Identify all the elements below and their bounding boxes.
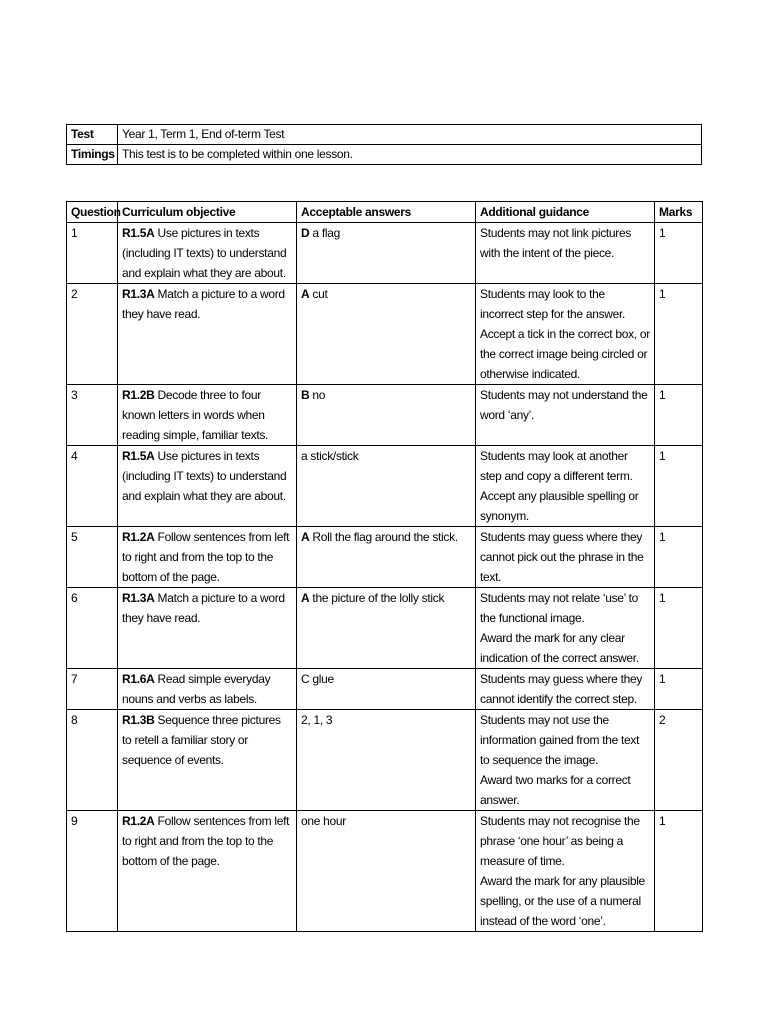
guidance-text: Students may not recognise the phrase ‘one hour’ as being a measure of time. <box>480 814 640 868</box>
header-marks: Marks <box>655 202 703 223</box>
question-number: 9 <box>67 811 118 932</box>
objective-code: R1.5A <box>122 226 155 240</box>
question-number: 8 <box>67 710 118 811</box>
answer-text: Roll the flag around the stick. <box>309 530 458 544</box>
guidance-text: Award two marks for a correct answer. <box>480 773 631 807</box>
question-number: 2 <box>67 284 118 385</box>
additional-guidance-cell <box>476 446 655 527</box>
answer-text: a stick/stick <box>301 449 359 463</box>
header-curriculum-objective: Curriculum objective <box>118 202 297 223</box>
answer-text: 2, 1, 3 <box>301 713 333 727</box>
answer-text: no <box>309 388 326 402</box>
objective-text: Use pictures in texts (including IT texts) to understand and explain what they are about. <box>122 449 287 503</box>
marks-value: 1 <box>655 284 703 385</box>
acceptable-answer-cell <box>297 385 476 446</box>
acceptable-answer-cell <box>297 669 476 710</box>
marks-value: 1 <box>655 527 703 588</box>
guidance-text: Students may guess where they cannot pick out the phrase in the text. <box>480 530 644 584</box>
curriculum-objective-cell <box>118 588 297 669</box>
test-label: Test <box>67 125 118 145</box>
mark-scheme-table <box>66 201 703 932</box>
objective-code: R1.3A <box>122 287 155 301</box>
guidance-text: Students may guess where they cannot identify the correct step. <box>480 672 643 706</box>
curriculum-objective-cell <box>118 811 297 932</box>
marks-value: 1 <box>655 446 703 527</box>
curriculum-objective-cell <box>118 284 297 385</box>
answer-text: C glue <box>301 672 334 686</box>
answer-text: the picture of the lolly stick <box>309 591 445 605</box>
timings-row <box>67 145 702 165</box>
header-acceptable-answers: Acceptable answers <box>297 202 476 223</box>
objective-code: R1.2A <box>122 814 155 828</box>
table-row <box>67 669 703 710</box>
table-row <box>67 588 703 669</box>
additional-guidance-cell <box>476 284 655 385</box>
answer-text: a flag <box>309 226 340 240</box>
additional-guidance-cell <box>476 669 655 710</box>
question-number: 6 <box>67 588 118 669</box>
marks-value: 1 <box>655 385 703 446</box>
curriculum-objective-cell <box>118 669 297 710</box>
acceptable-answer-cell <box>297 223 476 284</box>
test-info-table <box>66 124 702 165</box>
header-question: Question <box>67 202 118 223</box>
timings-value: This test is to be completed within one lesson. <box>118 145 702 165</box>
answer-letter: D <box>301 226 310 240</box>
objective-text: Follow sentences from left to right and from the top to the bottom of the page. <box>122 814 290 868</box>
guidance-text: Students may not link pictures with the intent of the piece. <box>480 226 632 260</box>
curriculum-objective-cell <box>118 710 297 811</box>
objective-text: Use pictures in texts (including IT texts) to understand and explain what they are about. <box>122 226 287 280</box>
answer-text: one hour <box>301 814 346 828</box>
table-row <box>67 446 703 527</box>
objective-code: R1.5A <box>122 449 155 463</box>
guidance-text: Students may look at another step and copy a different term. <box>480 449 633 483</box>
table-row <box>67 284 703 385</box>
additional-guidance-cell <box>476 385 655 446</box>
question-number: 3 <box>67 385 118 446</box>
guidance-text: Accept any plausible spelling or synonym. <box>480 489 639 523</box>
objective-text: Sequence three pictures to retell a familiar story or sequence of events. <box>122 713 281 767</box>
objective-code: R1.3A <box>122 591 155 605</box>
table-header-row <box>67 202 703 223</box>
guidance-text: Award the mark for any clear indication of the correct answer. <box>480 631 639 665</box>
test-row <box>67 125 702 145</box>
acceptable-answer-cell <box>297 710 476 811</box>
guidance-text: Students may not use the information gained from the text to sequence the image. <box>480 713 640 767</box>
answer-text: cut <box>309 287 328 301</box>
question-number: 1 <box>67 223 118 284</box>
curriculum-objective-cell <box>118 527 297 588</box>
guidance-text: Students may look to the incorrect step for the answer. <box>480 287 626 321</box>
objective-code: R1.2A <box>122 530 155 544</box>
marks-value: 1 <box>655 588 703 669</box>
answer-letter: A <box>301 530 310 544</box>
answer-letter: A <box>301 591 310 605</box>
table-row <box>67 527 703 588</box>
acceptable-answer-cell <box>297 284 476 385</box>
objective-code: R1.6A <box>122 672 155 686</box>
acceptable-answer-cell <box>297 446 476 527</box>
objective-text: Match a picture to a word they have read. <box>122 591 285 625</box>
objective-text: Match a picture to a word they have read. <box>122 287 285 321</box>
additional-guidance-cell <box>476 588 655 669</box>
guidance-text: Students may not understand the word ‘any’. <box>480 388 648 422</box>
objective-code: R1.3B <box>122 713 155 727</box>
guidance-text: Accept a tick in the correct box, or the correct image being circled or otherwise indicated. <box>480 327 650 381</box>
objective-text: Read simple everyday nouns and verbs as labels. <box>122 672 271 706</box>
acceptable-answer-cell <box>297 811 476 932</box>
question-number: 7 <box>67 669 118 710</box>
curriculum-objective-cell <box>118 385 297 446</box>
table-row <box>67 811 703 932</box>
question-number: 5 <box>67 527 118 588</box>
answer-letter: A <box>301 287 310 301</box>
objective-code: R1.2B <box>122 388 155 402</box>
header-additional-guidance: Additional guidance <box>476 202 655 223</box>
curriculum-objective-cell <box>118 446 297 527</box>
question-number: 4 <box>67 446 118 527</box>
guidance-text: Award the mark for any plausible spelling, or the use of a numeral instead of the word ‘one’. <box>480 874 645 928</box>
table-row <box>67 223 703 284</box>
additional-guidance-cell <box>476 223 655 284</box>
additional-guidance-cell <box>476 710 655 811</box>
marks-value: 1 <box>655 223 703 284</box>
additional-guidance-cell <box>476 527 655 588</box>
marks-value: 1 <box>655 669 703 710</box>
table-row <box>67 385 703 446</box>
additional-guidance-cell <box>476 811 655 932</box>
table-row <box>67 710 703 811</box>
answer-letter: B <box>301 388 310 402</box>
marks-value: 1 <box>655 811 703 932</box>
acceptable-answer-cell <box>297 588 476 669</box>
guidance-text: Students may not relate ‘use’ to the functional image. <box>480 591 639 625</box>
marks-value: 2 <box>655 710 703 811</box>
objective-text: Follow sentences from left to right and from the top to the bottom of the page. <box>122 530 290 584</box>
timings-label: Timings <box>67 145 118 165</box>
test-value: Year 1, Term 1, End of-term Test <box>118 125 702 145</box>
acceptable-answer-cell <box>297 527 476 588</box>
objective-text: Decode three to four known letters in words when reading simple, familiar texts. <box>122 388 269 442</box>
table-body <box>67 223 703 932</box>
curriculum-objective-cell <box>118 223 297 284</box>
